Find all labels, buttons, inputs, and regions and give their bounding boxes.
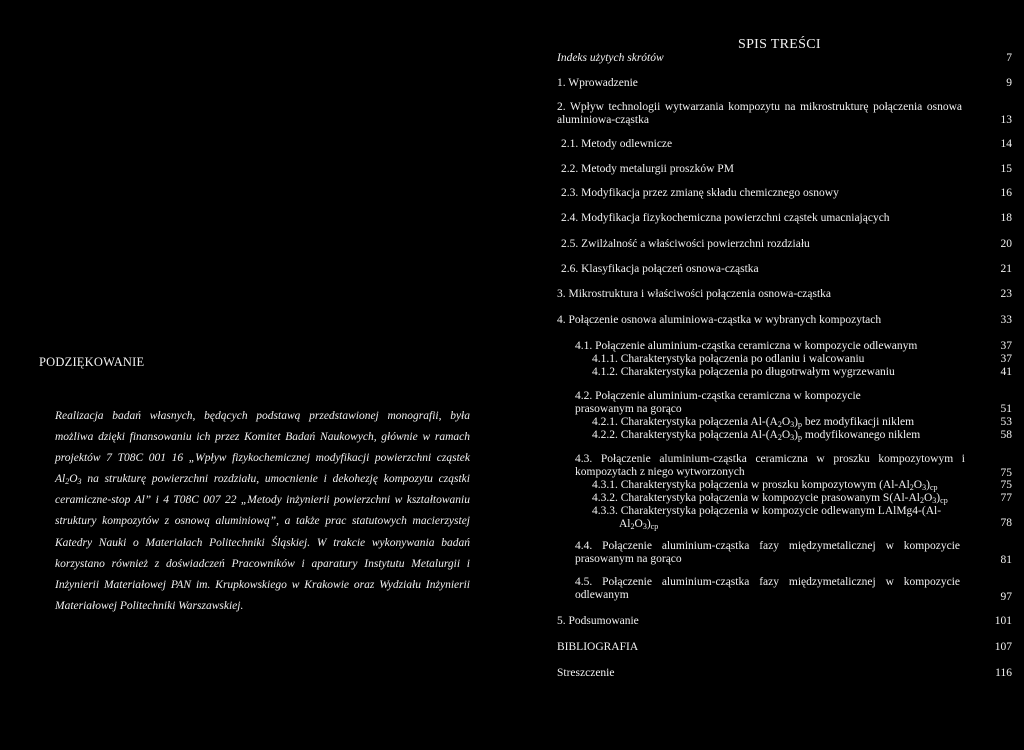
toc-entry xyxy=(592,505,1012,531)
toc-entry-page: 75 xyxy=(1000,479,1012,491)
toc-entry xyxy=(561,238,1012,251)
toc-entry-page: 21 xyxy=(1000,263,1012,275)
toc-entry-label: Indeks użytych skrótów xyxy=(557,52,664,64)
toc-entry-label: BIBLIOGRAFIA xyxy=(557,641,639,653)
toc-entry xyxy=(557,288,1012,301)
toc-entry-page: 41 xyxy=(1000,366,1012,378)
toc-entry-label: 4.2. Połączenie aluminium-cząstka ceramiczna w kompozycie prasowanym na gorąco xyxy=(575,390,861,415)
toc-entry-page: 107 xyxy=(994,641,1012,653)
toc-entry xyxy=(557,641,1012,654)
toc-entry xyxy=(575,576,1012,602)
toc-entry-label: 4.3.1. Charakterystyka połączenia w proszku kompozytowym $(Al-Al_2O_3)_{cp}$ xyxy=(592,479,938,492)
toc-entry-label: 4.2.2. Charakterystyka połączenia $Al-(A_2O_3)_p$ modyfikowanego niklem xyxy=(592,429,921,442)
toc-entry-label: 1. Wprowadzenie xyxy=(557,77,638,89)
toc-entry xyxy=(561,263,1012,276)
acknowledgements-title: PODZIĘKOWANIE xyxy=(39,355,145,369)
toc-entry-label: 4.5. Połączenie aluminium-cząstka fazy międzymetalicznej w kompozycie odlewanym xyxy=(575,576,960,601)
acknowledgements-paragraph: Realizacja badań własnych, będących podstawą przedstawionej monografii, była możliwa dzięki finansowaniu ich przez Komitet Badań Naukowych, głównie w ramach projektów 7 T08C 001 16 „Wpływ fizykochemicznej modyfikacji powierzchni cząstek $Al_2O_3$ na strukturę powierzchni rozdziału, umocnienie i dekohezję kompozytu cząstki ceramiczne-stop Al” i 4 T08C 007 22 „Metody inżynierii powierzchni w kształtowaniu struktury kompozytów z osnową aluminiową”, a także prac statutowych macierzystej Katedry Nauki o Materiałach Politechniki Śląskiej. W trakcie wykonywania badań korzystano również z doświadczeń Pracowników i aparatury Instytutu Metalurgii i Inżynierii Materiałowej PAN im. Krupkowskiego w Krakowie oraz Wydziału Inżynierii Materiałowej Politechniki Warszawskiej. xyxy=(55,410,470,612)
toc-entry-label: 4.2.1. Charakterystyka połączenia $Al-(A_2O_3)_p$ bez modyfikacji niklem xyxy=(592,416,915,429)
toc-entry-page: 101 xyxy=(994,615,1012,627)
toc-entry xyxy=(575,540,1012,566)
toc-entry-page: 18 xyxy=(1000,212,1012,224)
toc-entry-label: 2.5. Zwilżalność a właściwości powierzchni rozdziału xyxy=(561,238,810,250)
toc-entry-label: 3. Mikrostruktura i właściwości połączenia osnowa-cząstka xyxy=(557,288,831,300)
toc-entry xyxy=(592,479,1012,492)
toc-entry-page: 13 xyxy=(1000,114,1012,126)
toc-entry-page: 7 xyxy=(1006,52,1012,64)
toc-entry-page: 20 xyxy=(1000,238,1012,250)
toc-entry-page: 14 xyxy=(1000,138,1012,150)
toc-entry-label: 5. Podsumowanie xyxy=(557,615,639,627)
toc-entry xyxy=(592,416,1012,429)
toc-entry xyxy=(592,492,1012,505)
toc-entry-page: 37 xyxy=(1000,340,1012,352)
toc-entry-label: 2.6. Klasyfikacja połączeń osnowa-cząstka xyxy=(561,263,759,275)
toc-entry-label: 2.2. Metody metalurgii proszków PM xyxy=(561,163,734,175)
toc-entry-label: Streszczenie xyxy=(557,667,615,679)
toc-entry-label: 4. Połączenie osnowa aluminiowa-cząstka w wybranych kompozytach xyxy=(557,314,882,326)
toc-entry-label: 4.3.3. Charakterystyka połączenia w kompozycie odlewanym LAlMg4-(Al- $Al_2O_3)_{cp}$ xyxy=(592,505,942,531)
toc-entry xyxy=(592,353,1012,366)
toc-entry-label: 4.1.2. Charakterystyka połączenia po długotrwałym wygrzewaniu xyxy=(592,366,895,378)
toc-entry xyxy=(561,187,1012,200)
toc-entry xyxy=(561,138,1012,151)
toc-entry-page: 75 xyxy=(1000,467,1012,479)
toc-entry xyxy=(557,77,1012,90)
toc-entry-page: 53 xyxy=(1000,416,1012,428)
toc-entry-label: 2.4. Modyfikacja fizykochemiczna powierzchni cząstek umacniających xyxy=(561,212,890,224)
toc-entry xyxy=(592,429,1012,442)
toc-entry-label: 2.1. Metody odlewnicze xyxy=(561,138,673,150)
toc-entry-label: 2. Wpływ technologii wytwarzania kompozytu na mikrostrukturę połączenia osnowa aluminiowa-cząstka xyxy=(557,101,962,126)
toc-entry xyxy=(575,340,1012,353)
toc-entry xyxy=(557,101,1012,127)
toc-entry xyxy=(575,453,1012,479)
toc-entry-page: 15 xyxy=(1000,163,1012,175)
toc-entry-page: 81 xyxy=(1000,554,1012,566)
toc-entry-page: 37 xyxy=(1000,353,1012,365)
toc-entry-page: 23 xyxy=(1000,288,1012,300)
toc-entry-page: 51 xyxy=(1000,403,1012,415)
toc-entry-page: 58 xyxy=(1000,429,1012,441)
toc-entry xyxy=(557,314,1012,327)
toc-entry-page: 78 xyxy=(1000,517,1012,529)
acknowledgements-text xyxy=(55,406,470,617)
toc-entry-page: 33 xyxy=(1000,314,1012,326)
toc-entry-label: 4.3.2. Charakterystyka połączenia w kompozycie prasowanym $S(Al-Al_2O_3)_{cp}$ xyxy=(592,492,948,505)
toc-entry-label: 4.1.1. Charakterystyka połączenia po odlaniu i walcowaniu xyxy=(592,353,865,365)
toc-entry xyxy=(557,615,1012,628)
toc-entry-page: 9 xyxy=(1006,77,1012,89)
toc-entry xyxy=(561,212,1012,225)
toc-entry xyxy=(592,366,1012,379)
toc-entry-page: 77 xyxy=(1000,492,1012,504)
toc-title: SPIS TREŚCI xyxy=(738,37,821,52)
toc-entry-page: 97 xyxy=(1000,591,1012,603)
toc-entry xyxy=(557,52,1012,65)
toc-entry-label: 4.1. Połączenie aluminium-cząstka ceramiczna w kompozycie odlewanym xyxy=(575,340,918,352)
toc-entry xyxy=(575,390,1012,416)
toc-entry xyxy=(561,163,1012,176)
toc-entry-label: 4.3. Połączenie aluminium-cząstka ceramiczna w proszku kompozytowym i kompozytach z niego wytworzonych xyxy=(575,453,965,478)
toc-entry-page: 16 xyxy=(1000,187,1012,199)
toc-entry-label: 2.3. Modyfikacja przez zmianę składu chemicznego osnowy xyxy=(561,187,839,199)
toc-entry-label: 4.4. Połączenie aluminium-cząstka fazy międzymetalicznej w kompozycie prasowanym na gorąco xyxy=(575,540,960,565)
toc-entry-page: 116 xyxy=(995,667,1012,679)
toc-entry xyxy=(557,667,1012,680)
